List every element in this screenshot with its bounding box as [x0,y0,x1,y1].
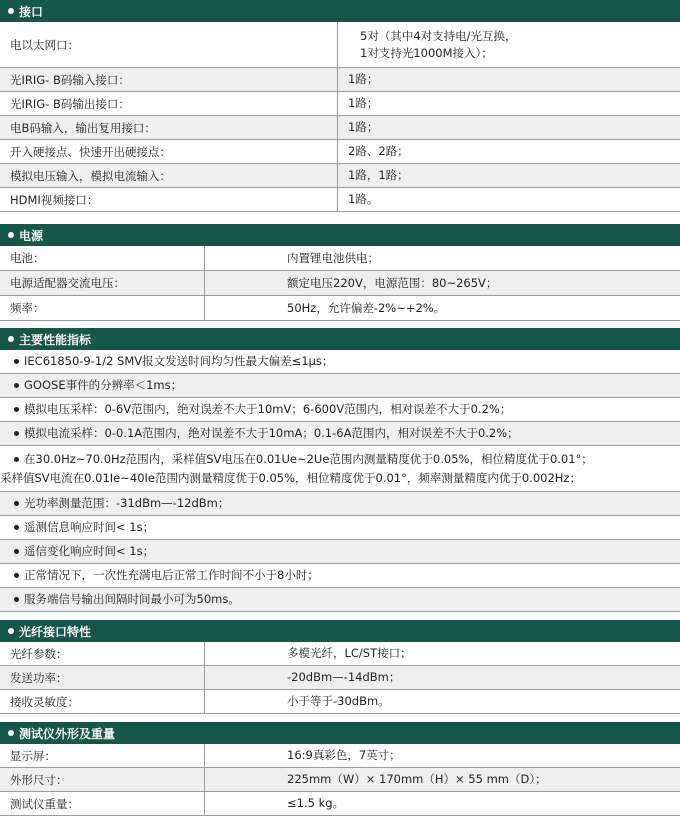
list-item: IEC61850-9-1/2 SMV报文发送时间均匀性最大偏差≤1μs； [0,350,680,374]
list-item: 在30.0Hz~70.0Hz范围内，采样值SV电压在0.01Ue~2Ue范围内测量精度优于0.05%，相位精度优于0.01°； 采样值SV电流在0.01Ie~40Ie范围内测量精度优于0.05%，相位精度优于0.01°，频率测量精度内优于0.002Hz； [0,446,680,492]
bullet-icon [14,359,19,364]
section-header-performance [0,328,680,350]
row-label: 接收灵敏度： [0,690,205,713]
bullet-icon [14,501,19,506]
list-item: GOOSE事件的分辨率＜1ms； [0,374,680,398]
bullet-icon [14,407,19,412]
section-header-appearance [0,722,680,744]
list-item: 遥信变化响应时间< 1s； [0,540,680,564]
row-label: 频率： [0,296,205,320]
row-label: 光IRIG- B码输出接口： [0,92,338,115]
row-value: 额定电压220V，电源范围：80~265V； [287,275,498,290]
row-label: 测试仪重量： [0,792,205,815]
bullet-icon [8,8,14,14]
row-label: 光IRIG- B码输入接口： [0,68,338,91]
table-row [0,164,680,188]
list-item: 光功率测量范围：-31dBm—-12dBm； [0,492,680,516]
bullet-icon [14,431,19,436]
bullet-icon [8,336,14,342]
section-header-interface [0,0,680,22]
row-value: 1路。 [348,192,379,206]
section-title: 测试仪外形及重量 [19,726,116,741]
section-title: 接口 [19,4,44,19]
section-title: 电源 [19,228,44,243]
row-value: 225mm（W）× 170mm（H）× 55 mm（D）； [287,772,547,786]
list-item: 服务端信号输出间隔时间最小可为50ms。 [0,588,680,612]
bullet-icon [14,549,19,554]
row-value: ≤1.5 kg。 [287,796,345,810]
row-value: 2路、2路； [348,144,409,158]
section-header-power [0,224,680,246]
row-value: -20dBm—-14dBm； [287,670,401,684]
list-item: 模拟电流采样：0-0.1A范围内，绝对误差不大于10mA；0.1-6A范围内，相对误差不大于0.2%； [0,422,680,446]
bullet-icon [14,457,19,462]
row-value: 多模光纤，LC/ST接口； [287,646,412,660]
list-item: 正常情况下，一次性充满电后正常工作时间不小于8小时； [0,564,680,588]
row-value: 5对（其中4对支持电/光互换， 1对支持光1000M接入）； [360,28,517,60]
row-label: 电池： [0,246,205,270]
section-title: 光纤接口特性 [19,624,92,639]
appearance-section [0,722,680,816]
row-value: 50Hz，允许偏差-2%~+2%。 [287,300,446,315]
row-value: 1路； [348,96,379,110]
table-row [0,92,680,116]
table-row [0,68,680,92]
row-value: 内置锂电池供电； [287,250,379,265]
row-value: 1路； [348,72,379,86]
table-row [0,188,680,212]
bullet-icon [8,232,14,238]
row-label: 电源适配器交流电压： [0,271,205,295]
row-label: 外形尺寸： [0,768,205,791]
performance-section [0,328,680,612]
bullet-icon [14,525,19,530]
interface-section [0,0,680,212]
table-row [0,271,680,296]
power-section [0,224,680,321]
section-header-optical [0,620,680,642]
optical-section [0,620,680,714]
table-row [0,296,680,321]
table-row [0,246,680,271]
row-value: 小于等于-30dBm。 [287,694,390,708]
list-item-continuation: 采样值SV电流在0.01Ie~40Ie范围内测量精度优于0.05%，相位精度优于0.01°，频率测量精度内优于0.002Hz； [0,470,581,485]
bullet-icon [14,597,19,602]
list-item: 遥测信息响应时间< 1s； [0,516,680,540]
row-value: 16:9真彩色，7英寸； [287,748,401,762]
table-row [0,116,680,140]
row-label: 开入硬接点、快速开出硬接点： [0,140,338,163]
row-label: HDMI视频接口： [0,188,338,211]
bullet-icon [8,730,14,736]
list-item: 模拟电压采样：0-6V范围内，绝对误差不大于10mV；6-600V范围内，相对误差不大于0.2%； [0,398,680,422]
row-label: 显示屏： [0,744,205,767]
table-row [0,666,680,690]
row-label: 发送功率： [0,666,205,689]
row-label: 电以太网口： [0,22,338,67]
table-row [0,768,680,792]
table-row [0,744,680,768]
row-value: 1路，1路； [348,168,409,182]
section-title: 主要性能指标 [19,332,92,347]
row-label: 光纤参数： [0,642,205,665]
row-label: 模拟电压输入，模拟电流输入： [0,164,338,187]
bullet-icon [14,573,19,578]
table-row [0,690,680,714]
bullet-icon [14,383,19,388]
table-row [0,642,680,666]
row-label: 电B码输入，输出复用接口： [0,116,338,139]
table-row [0,140,680,164]
table-row [0,792,680,816]
table-row [0,22,680,68]
row-value: 1路； [348,120,379,134]
bullet-icon [8,628,14,634]
